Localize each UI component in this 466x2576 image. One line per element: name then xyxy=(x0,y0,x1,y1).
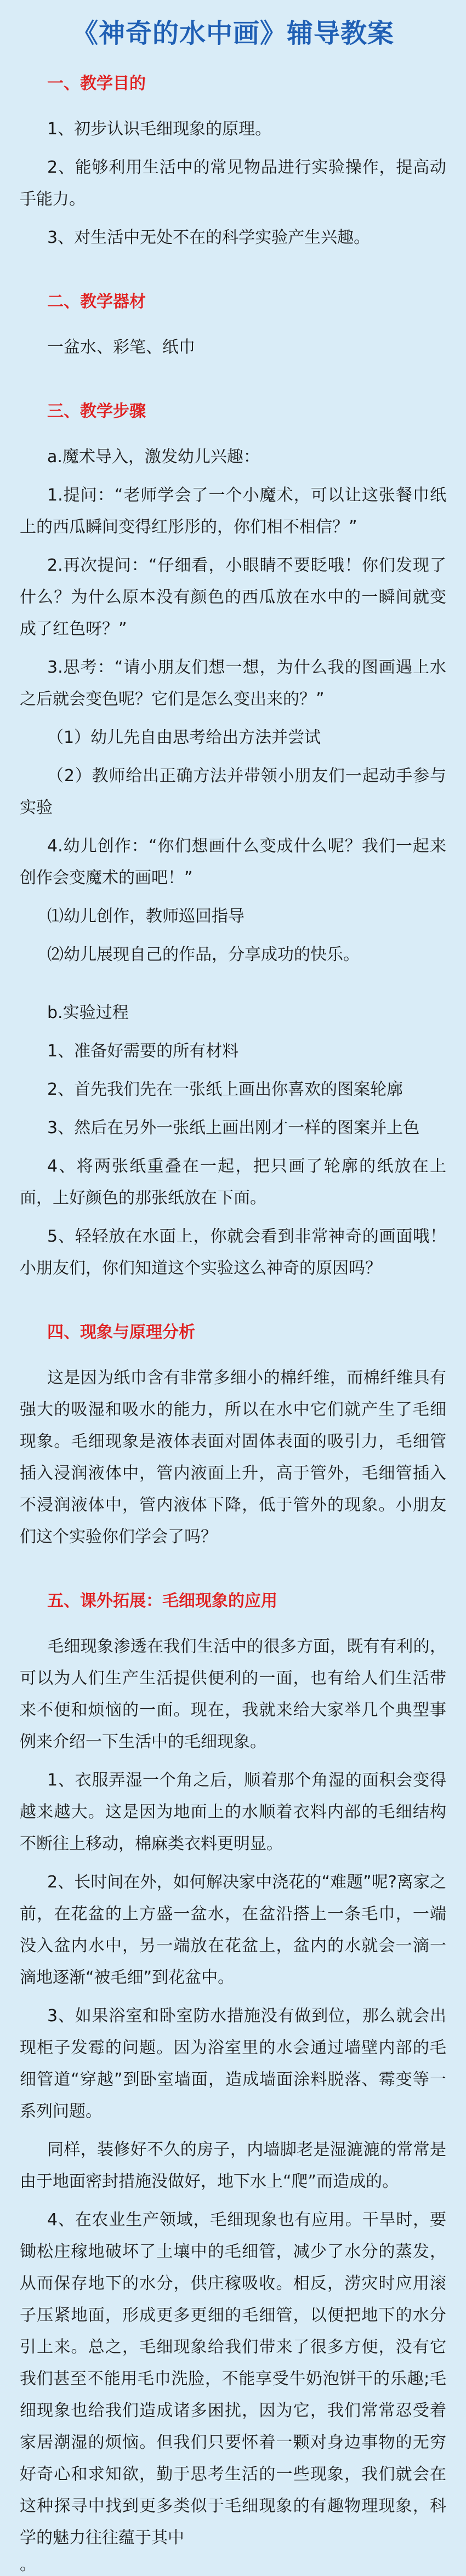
section-equipment xyxy=(20,291,446,363)
paragraph: ⑴幼儿创作，教师巡回指导 xyxy=(47,907,245,926)
paragraph: 1、准备好需要的所有材料 xyxy=(47,1042,239,1061)
trailing-mark: 。 xyxy=(20,2555,36,2574)
paragraph: 3、如果浴室和卧室防水措施没有做到位，那么就会出现柜子发霉的问题。因为浴室里的水会通过墙壁内部的毛细管道“穿越”到卧室墙面，造成墙面涂料脱落、霉变等一系列问题。 xyxy=(20,2006,446,2121)
section-heading: 一、教学目的 xyxy=(47,74,146,93)
paragraph: 1.提问：“老师学会了一个小魔术，可以让这张餐巾纸上的西瓜瞬间变得红彤彤的，你们相不相信？” xyxy=(20,486,446,537)
section-heading: 三、教学步骤 xyxy=(47,402,146,421)
paragraph: 2、能够利用生活中的常见物品进行实验操作，提高动手能力。 xyxy=(20,158,446,209)
paragraph: 2、首先我们先在一张纸上画出你喜欢的图案轮廓 xyxy=(47,1080,404,1099)
paragraph: 1、初步认识毛细现象的原理。 xyxy=(47,120,272,139)
paragraph: 4、在农业生产领域，毛细现象也有应用。干旱时，要锄松庄稼地破坏了土壤中的毛细管，减少了水分的蒸发，从而保存地下的水分，供庄稼吸收。相反，涝灾时应用滚子压紧地面，形成更多更细的毛细管，以便把地下的水分引上来。总之，毛细现象给我们带来了很多方便，没有它我们甚至不能用毛巾洗脸，不能享受牛奶泡饼干的乐趣;毛细现象也给我们造成诸多困扰，因为它，我们常常忍受着家居潮湿的烦恼。但我们只要怀着一颗对身边事物的无穷好奇心和求知欲，勤于思考生活的一些现象，我们就会在这种探寻中找到更多类似于毛细现象的有趣物理现象，科学的魅力往往蕴于其中 xyxy=(20,2210,446,2547)
paragraph: 毛细现象渗透在我们生活中的很多方面，既有有利的，可以为人们生产生活提供便利的一面，也有给人们生活带来不便和烦恼的一面。现在，我就来给大家举几个典型事例来介绍一下生活中的毛细现象。 xyxy=(20,1637,446,1752)
paragraph: 3.思考：“请小朋友们想一想，为什么我的图画遇上水之后就会变色呢？它们是怎么变出来的？” xyxy=(20,658,446,709)
paragraph: 3、然后在另外一张纸上画出刚才一样的图案并上色 xyxy=(47,1118,420,1138)
section-heading: 四、现象与原理分析 xyxy=(47,1323,195,1342)
paragraph: 3、对生活中无处不在的科学实验产生兴趣。 xyxy=(47,228,371,247)
paragraph: （2）教师给出正确方法并带领小朋友们一起动手参与实验 xyxy=(20,766,446,817)
section-analysis xyxy=(20,1322,446,1553)
document-title: 《神奇的水中画》辅导教案 xyxy=(71,18,394,49)
paragraph: 1、衣服弄湿一个角之后，顺着那个角湿的面积会变得越来越大。这是因为地面上的水顺着衣料内部的毛细结构不断往上移动，棉麻类衣料更明显。 xyxy=(20,1771,446,1853)
paragraph: 这是因为纸巾含有非常多细小的棉纤维，而棉纤维具有强大的吸湿和吸水的能力，所以在水中它们就产生了毛细现象。毛细现象是液体表面对固体表面的吸引力，毛细管插入浸润液体中，管内液面上升，高于管外，毛细管插入不浸润液体中，管内液体下降，低于管外的现象。小朋友们这个实验你们学会了吗？ xyxy=(20,1368,446,1546)
paragraph: （1）幼儿先自由思考给出方法并尝试 xyxy=(47,728,321,747)
section-heading: 二、教学器材 xyxy=(47,292,146,311)
section-objectives xyxy=(20,73,446,254)
section-steps xyxy=(20,401,446,1284)
section-extension xyxy=(20,1590,446,2576)
paragraph: b.实验过程 xyxy=(47,1003,129,1022)
paragraph: 4.幼儿创作：“你们想画什么变成什么呢？我们一起来创作会变魔术的画吧！” xyxy=(20,837,446,888)
paragraph: 同样，装修好不久的房子，内墙脚老是湿漉漉的常常是由于地面密封措施没做好，地下水上“爬”而造成的。 xyxy=(20,2140,446,2191)
paragraph: 2、长时间在外，如何解决家中浇花的“难题”呢?离家之前，在花盆的上方盛一盆水，在盆沿搭上一条毛巾，一端没入盆内水中，另一端放在花盆上，盆内的水就会一滴一滴地逐渐“被毛细”到花盆中。 xyxy=(20,1873,446,1987)
paragraph: ⑵幼儿展现自己的作品，分享成功的快乐。 xyxy=(47,945,360,964)
paragraph: a.魔术导入，激发幼儿兴趣： xyxy=(47,447,260,467)
paragraph: 2.再次提问：“仔细看，小眼睛不要眨哦！你们发现了什么？为什么原本没有颜色的西瓜放在水中的一瞬间就变成了红色呀？” xyxy=(20,556,446,639)
paragraph: 一盆水、彩笔、纸巾 xyxy=(47,338,195,357)
paragraph: 4、将两张纸重叠在一起，把只画了轮廓的纸放在上面，上好颜色的那张纸放在下面。 xyxy=(20,1157,446,1208)
section-heading: 五、课外拓展：毛细现象的应用 xyxy=(47,1591,277,1611)
paragraph: 5、轻轻放在水面上，你就会看到非常神奇的画面哦！小朋友们，你们知道这个实验这么神奇的原因吗？ xyxy=(20,1227,446,1278)
